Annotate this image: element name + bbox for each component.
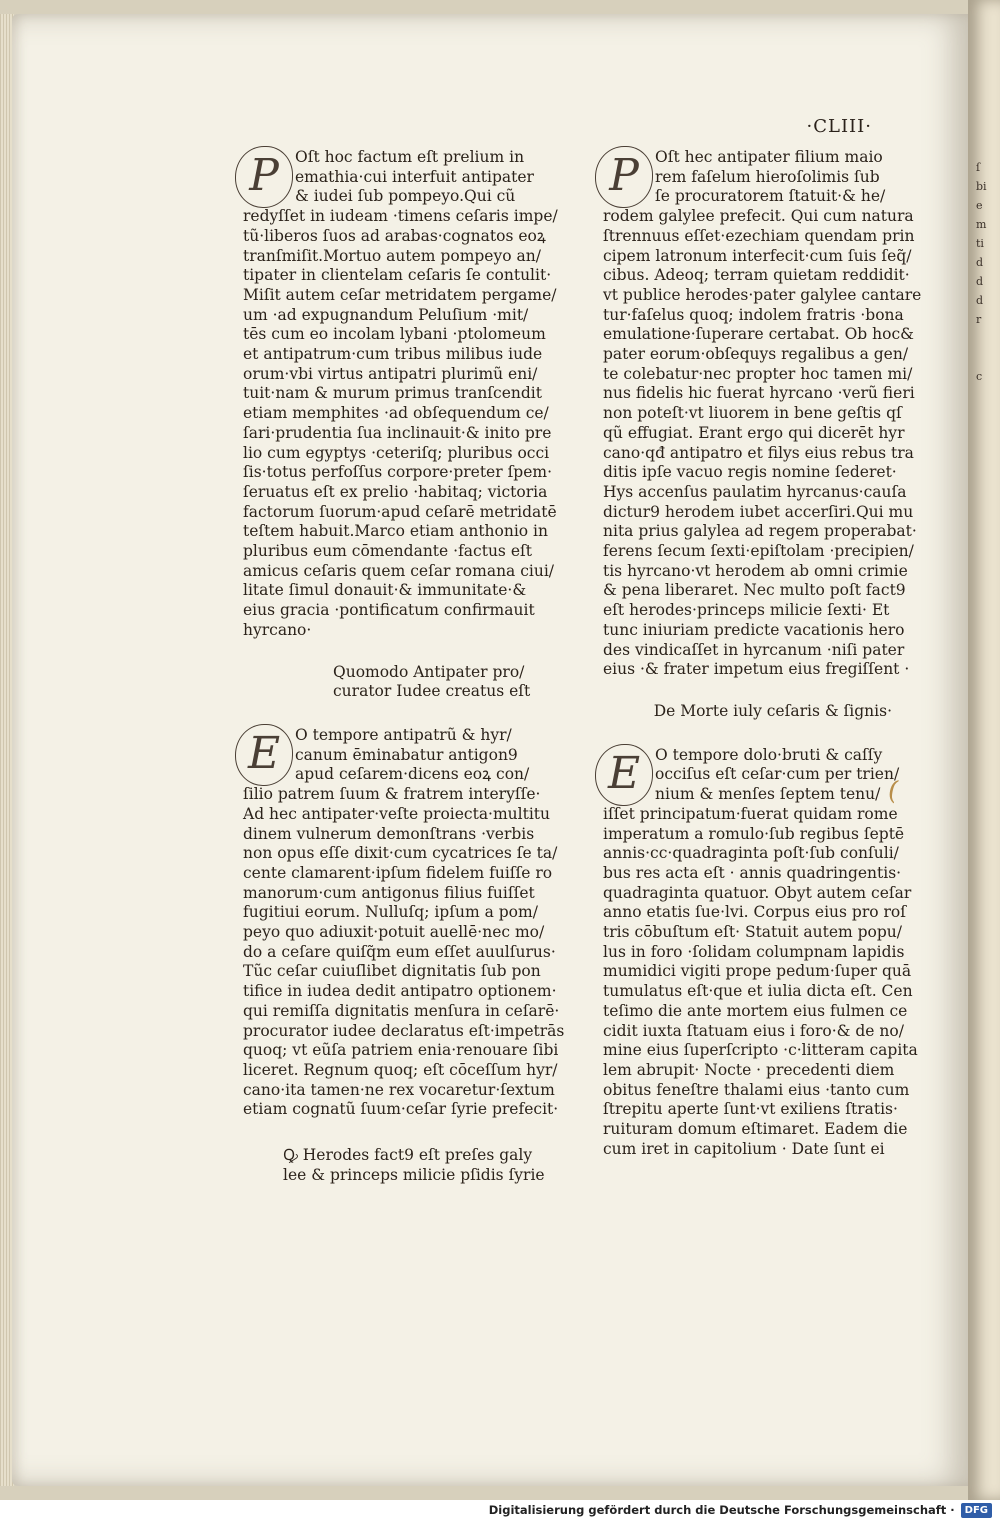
text-line: tuit·nam & murum primus tranſcendit	[243, 384, 542, 403]
text-line: nus fidelis hic fuerat hyrcano ·verũ fieri	[603, 384, 915, 403]
text-line: etiam memphites ·ad obſequendum ce/	[243, 404, 549, 423]
left-paragraph-2	[243, 725, 565, 1120]
left-paragraph-1-lines	[243, 148, 558, 641]
text-line: vt publice herodes·pater galylee cantare	[603, 285, 922, 304]
text-line: um ·ad expugnandum Peluſium ·mit/	[243, 305, 529, 324]
text-line: tur·faſelus quoq; indolem fratris ·bona	[603, 305, 904, 324]
text-line: Oſt hoc factum eſt prelium in	[295, 148, 525, 166]
text-line: litate ſimul donauit·& immunitate·&	[243, 581, 527, 600]
text-line: emathia·cui interfuit antipater	[295, 167, 534, 186]
digitization-footer	[0, 1500, 1000, 1520]
folio-number: ·CLIII·	[806, 116, 872, 137]
text-line: des vindicaſſet in hyrcanum ·niſi pater	[603, 640, 905, 659]
text-line: ruituram domum eſtimaret. Eadem die	[603, 1120, 908, 1139]
text-line: procurator iudee declaratus eſt·impetrās	[243, 1021, 565, 1040]
text-line: tumulatus eſt·que et iulia dicta eſt. Cen	[603, 982, 913, 1001]
text-line: annis·cc·quadraginta poſt·ſub conſuli/	[603, 844, 899, 863]
text-line: fugitiui eorum. Nulluſq; ipſum a pom/	[243, 903, 538, 922]
text-line: ſari·prudentia ſua inclinauit·& inito pre	[243, 423, 552, 442]
text-line: lio cum egyptys ·ceteriſq; pluribus occi	[243, 443, 550, 462]
right-paragraph-1-lines	[603, 148, 922, 680]
facing-page-edge	[968, 0, 1000, 1500]
drop-cap-initial: P	[595, 146, 653, 208]
text-line: cum iret in capitolium · Date ſunt ei	[603, 1139, 885, 1158]
text-line: Miſit autem ceſar metridatem pergame/	[243, 285, 557, 304]
text-line: lus in foro ·ſolidam columpnam lapidis	[603, 942, 905, 961]
text-line: occiſus eſt ceſar·cum per trien/	[655, 765, 900, 784]
text-line: lem abrupit· Nocte · precedenti diem	[603, 1060, 895, 1079]
text-line: ſis·totus perfoſſus corpore·preter ſpem·	[243, 463, 553, 482]
text-line: tranſmiſit.Mortuo autem pompeyo an/	[243, 246, 541, 265]
text-line: quadraginta quatuor. Obyt autem ceſar	[603, 883, 912, 902]
text-line: bus res acta eſt · annis quadringentis·	[603, 863, 902, 882]
text-line: imperatum a romulo·ſub regibus ſeptē	[603, 824, 905, 843]
text-line: ſilio patrem ſuum & fratrem interyſſe·	[243, 785, 541, 804]
text-line: amicus ceſaris quem ceſar romana ciui/	[243, 561, 555, 580]
text-line: orum·vbi virtus antipatri plurimũ eni/	[243, 364, 538, 383]
text-line: cano·ita tamen·ne rex vocaretur·ſextum	[243, 1080, 555, 1099]
heading-line: lee & princeps milicie pſidis ſyrie	[283, 1165, 545, 1184]
text-line: iſſet principatum·fuerat quidam rome	[603, 804, 898, 823]
text-line: peyo quo adiuxit·potuit auellē·nec mo/	[243, 923, 545, 942]
text-line: rem faſelum hieroſolimis ſub	[655, 167, 880, 186]
text-line: etiam cognatũ ſuum·ceſar ſyrie prefecit·	[243, 1100, 559, 1119]
heading-line: Quomodo Antipater pro/	[333, 662, 525, 681]
left-paragraph-1	[243, 148, 558, 641]
text-line: hyrcano·	[243, 620, 312, 639]
text-line: cipem latronum interfecit·cum ſuis ſeq̃/	[603, 246, 912, 265]
text-line: tis hyrcano·vt herodem ab omni crimie	[603, 561, 908, 580]
text-line: obitus feneſtre thalami eius ·tanto cum	[603, 1080, 910, 1099]
text-line: tunc iniuriam predicte vacationis hero	[603, 620, 905, 639]
text-line: ferens ſecum ſexti·epiſtolam ·precipien/	[603, 542, 914, 561]
drop-cap-initial: E	[595, 744, 653, 806]
text-line: tipater in clientelam ceſaris ſe contulit·	[243, 266, 552, 285]
text-line: qui remiſſa dignitatis menſura in ceſarē·	[243, 1001, 560, 1020]
text-line: Ad hec antipater·veſte proiecta·multitu	[243, 804, 551, 823]
text-line: O tempore dolo·bruti & caſſy	[655, 745, 883, 764]
right-paragraph-2-lines	[603, 745, 918, 1160]
text-line: eſt herodes·princeps milicie ſexti· Et	[603, 601, 890, 620]
right-column	[603, 148, 922, 1159]
text-line: nium & menſes ſeptem tenu/	[655, 785, 881, 804]
text-line: quoq; vt eũſa patriem enia·renouare ſibi	[243, 1041, 559, 1060]
text-line: te colebatur·nec propter hoc tamen mi/	[603, 364, 913, 383]
text-line: teſimo die ante mortem eius fulmen ce	[603, 1001, 908, 1020]
text-line: eius gracia ·pontificatum confirmauit	[243, 601, 535, 620]
text-line: cano·qđ antipatro et filys eius rebus tra	[603, 443, 914, 462]
text-line: manorum·cum antigonus filius fuiſſet	[243, 883, 535, 902]
text-line: apud ceſarem·dicens eoꝝ con/	[295, 765, 530, 784]
text-line: tifice in iudea dedit antipatro optionem·	[243, 982, 557, 1001]
text-line: canum ēminabatur antigon9	[295, 745, 518, 764]
text-line: liceret. Regnum quoq; eſt cōceſſum hyr/	[243, 1060, 558, 1079]
left-column	[243, 148, 565, 1185]
text-line: tũ·liberos ſuos ad arabas·cognatos eoꝝ	[243, 226, 546, 245]
marginal-annotation-mark: (	[884, 775, 902, 807]
heading-line: Ꝙ Herodes fact9 eſt preſes galy	[283, 1146, 533, 1165]
text-line: redyſſet in iudeam ·timens ceſaris impe/	[243, 207, 558, 226]
drop-cap-initial: P	[235, 146, 293, 208]
text-line: Tũc ceſar cuiuſlibet dignitatis ſub pon	[243, 962, 541, 981]
text-line: pater eorum·obſequys regalibus a gen/	[603, 345, 909, 364]
text-line: & iudei ſub pompeyo.Qui cũ	[295, 187, 516, 206]
text-line: & pena liberaret. Nec multo poſt fact9	[603, 581, 906, 600]
drop-cap-initial: E	[235, 724, 293, 786]
dfg-logo: DFG	[961, 1503, 992, 1518]
footer-credit-text: Digitalisierung gefördert durch die Deutsche Forschungsgemeinschaft ·	[488, 1503, 955, 1517]
text-line: do a ceſare quiſq̃m eum eſſet auulſurus·	[243, 942, 556, 961]
text-line: Hys accenſus paulatim hyrcanus·cauſa	[603, 482, 907, 501]
text-line: mine eius ſuperſcripto ·c·litteram capita	[603, 1041, 918, 1060]
text-line: Oſt hec antipater filium maio	[655, 148, 883, 166]
text-line: dictur9 herodem iubet accerſiri.Qui mu	[603, 502, 914, 521]
text-line: teſtem habuit.Marco etiam anthonio in	[243, 522, 548, 541]
text-line: cente clamarent·ipſum fidelem fuiſſe ro	[243, 863, 553, 882]
text-line: eius ·& frater impetum eius fregiſſent ·	[603, 660, 910, 679]
text-line: tris cōbuſtum eſt· Statuit autem popu/	[603, 923, 903, 942]
text-line: ſe procuratorem ſtatuit·& he/	[655, 187, 886, 206]
section-heading-herodes	[243, 1146, 545, 1185]
right-paragraph-1	[603, 148, 922, 680]
text-line: rodem galylee prefecit. Qui cum natura	[603, 207, 914, 226]
heading-line: curator Iudee creatus eſt	[333, 682, 531, 701]
text-line: et antipatrum·cum tribus milibus iude	[243, 345, 543, 364]
text-line: dinem vulnerum demonſtrans ·verbis	[243, 824, 535, 843]
text-line: cidit iuxta ſtatuam eius i foro·& de no/	[603, 1021, 904, 1040]
heading-line: De Morte iuly ceſaris & ſignis·	[653, 701, 892, 720]
text-line: non poteſt·vt liuorem in bene geſtis qſ	[603, 404, 902, 423]
text-line: nita prius galylea ad regem properabat·	[603, 522, 917, 541]
text-line: non opus eſſe dixit·cum cycatrices ſe ta/	[243, 844, 558, 863]
left-paragraph-2-lines	[243, 725, 565, 1120]
text-line: qũ effugiat. Erant ergo qui dicerēt hyr	[603, 423, 905, 442]
text-line: mumidici vigiti prope pedum·ſuper quā	[603, 962, 912, 981]
section-heading-antipater	[243, 663, 538, 702]
text-line: ſtrennuus eſſet·ezechiam quendam prin	[603, 226, 915, 245]
text-line: anno etatis ſue·lvi. Corpus eius pro roſ	[603, 903, 906, 922]
text-line: pluribus eum cōmendante ·factus eſt	[243, 542, 532, 561]
text-line: ſtrepitu aperte ſunt·vt exiliens ſtratis·	[603, 1100, 898, 1119]
text-line: factorum ſuorum·apud ceſarē metridatē	[243, 502, 557, 521]
right-paragraph-2	[603, 745, 918, 1160]
text-line: O tempore antipatrũ & hyr/	[295, 725, 512, 744]
text-line: ſeruatus eſt ex prelio ·habitaq; victoria	[243, 482, 548, 501]
facing-page-fragments: ſ bi e m ti d d d r c	[976, 161, 987, 383]
text-line: tēs cum eo incolam lybani ·ptolomeum	[243, 325, 546, 344]
text-line: emulatione·ſuperare certabat. Ob hoc&	[603, 325, 914, 344]
text-line: ditis ipſe vacuo regis nomine ſederet·	[603, 463, 897, 482]
text-line: cibus. Adeoq; terram quietam reddidit·	[603, 266, 910, 285]
section-heading-morte-iuly	[603, 702, 898, 722]
